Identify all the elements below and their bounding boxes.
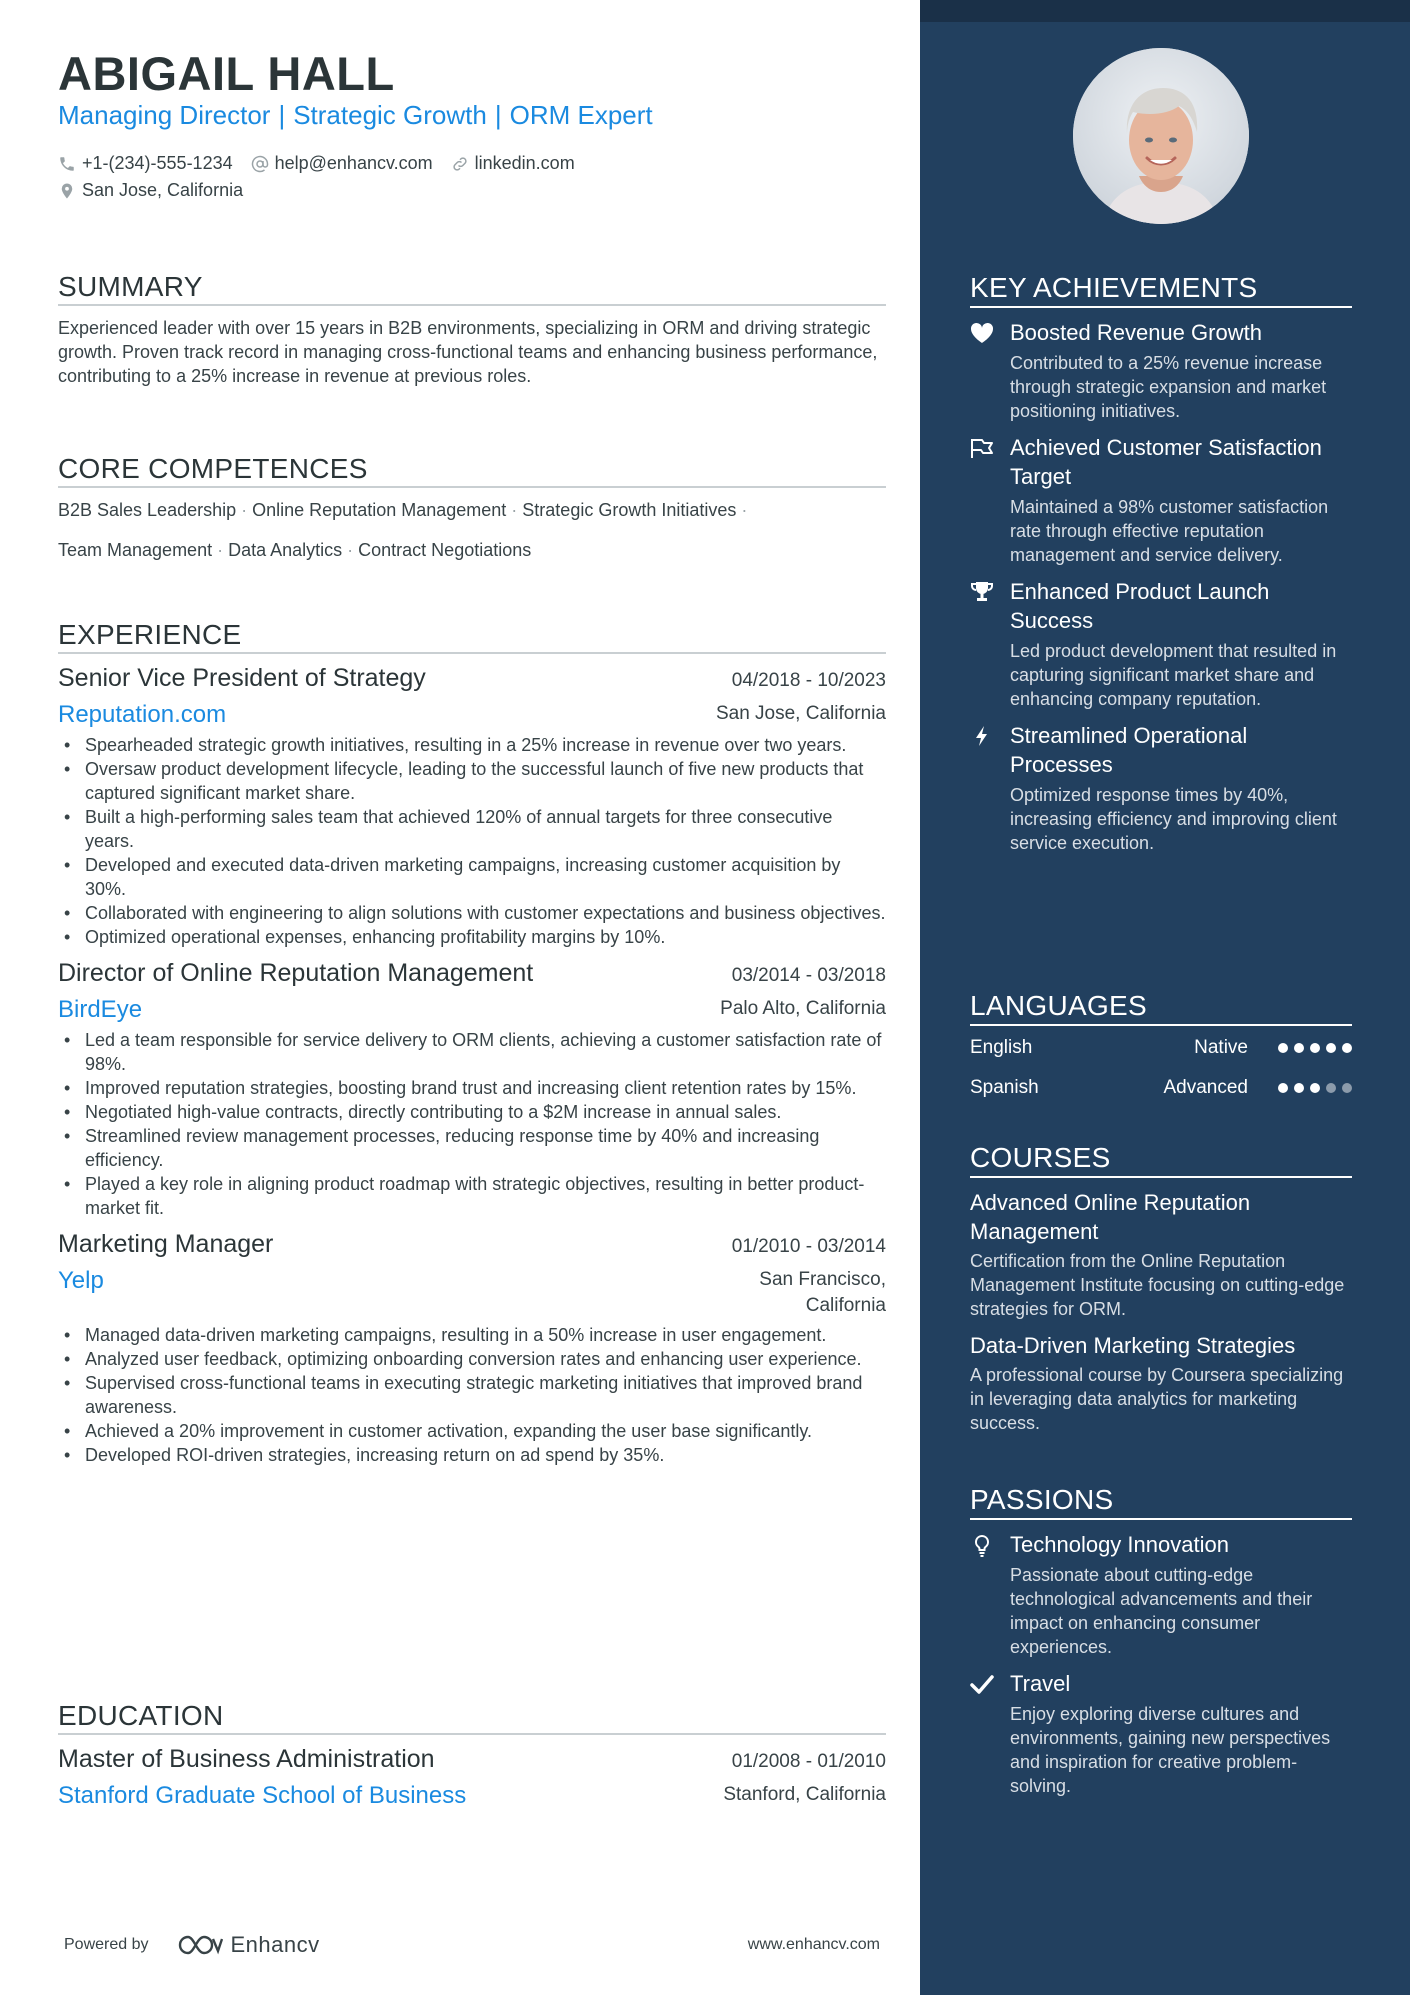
skill-item: B2B Sales Leadership: [58, 500, 237, 520]
list-item: • Analyzed user feedback, optimizing onboarding conversion rates and enhancing user experience.: [58, 1347, 886, 1371]
headline-separator: |: [278, 100, 286, 130]
languages-section: [970, 986, 1352, 1108]
achievement-title: Achieved Customer Satisfaction Target: [1010, 435, 1322, 489]
job-dates: 04/2018 - 10/2023: [731, 670, 886, 691]
school-name[interactable]: Stanford Graduate School of Business: [58, 1782, 467, 1809]
passion-title: Travel: [1010, 1671, 1071, 1696]
achievements-section: [970, 268, 1352, 855]
rating-dot: [1326, 1043, 1336, 1053]
profile-photo-icon: [1073, 48, 1249, 224]
education-location: Stanford, California: [723, 1784, 886, 1805]
achievement-desc: Optimized response times by 40%, increasing efficiency and improving client service execution.: [1010, 785, 1337, 853]
skill-separator: ·: [217, 540, 224, 560]
achievement-desc: Led product development that resulted in capturing significant market share and enhancing company reputation.: [1010, 641, 1337, 709]
list-item: • Played a key role in aligning product roadmap with strategic objectives, resulting in better product-market fit.: [58, 1172, 886, 1220]
brand-logo[interactable]: [177, 1932, 320, 1958]
rating-dot: [1310, 1043, 1320, 1053]
job-location-line: California: [805, 1295, 886, 1316]
skill-item: Strategic Growth Initiatives: [522, 500, 737, 520]
section-title: SUMMARY: [58, 268, 886, 306]
achievement-item: [970, 721, 1352, 855]
avatar: [1073, 48, 1249, 224]
job-title: Marketing Manager: [58, 1230, 274, 1258]
language-item: [970, 1068, 1352, 1108]
job-bullets: [58, 1323, 886, 1467]
passions-section: [970, 1480, 1352, 1798]
passion-item: [970, 1669, 1352, 1798]
section-title: CORE COMPETENCES: [58, 450, 886, 488]
skill-item: Team Management: [58, 540, 213, 560]
achievement-title: Boosted Revenue Growth: [1010, 320, 1262, 345]
job-entry: [58, 959, 886, 1220]
lightbulb-icon: [970, 1534, 994, 1558]
company-name[interactable]: Reputation.com: [58, 701, 227, 728]
section-title: EXPERIENCE: [58, 616, 886, 654]
language-level: Advanced: [1163, 1077, 1248, 1098]
competences-section: [58, 450, 886, 578]
degree-title: Master of Business Administration: [58, 1745, 435, 1773]
rating-dot: [1310, 1083, 1320, 1093]
section-title: COURSES: [970, 1138, 1352, 1178]
language-item: [970, 1028, 1352, 1068]
footer: [64, 1930, 880, 1960]
job-bullets: [58, 1028, 886, 1220]
company-name[interactable]: BirdEye: [58, 996, 143, 1023]
passion-title: Technology Innovation: [1010, 1532, 1229, 1557]
location-contact: [58, 180, 243, 201]
summary-text: Experienced leader with over 15 years in B2B environments, specializing in ORM and driving strategic growth. Proven track record in managing cross-functional teams and enhancing business performance, contributing to a 25% increase in revenue at previous roles.: [58, 318, 878, 386]
headline-part: ORM Expert: [509, 100, 653, 130]
job-dates: 03/2014 - 03/2018: [731, 965, 886, 986]
skills-list: [58, 498, 886, 578]
heart-icon: [970, 322, 994, 344]
skill-separator: ·: [511, 500, 518, 520]
rating-dot: [1294, 1083, 1304, 1093]
trophy-icon: [970, 581, 994, 603]
skill-separator: ·: [741, 500, 748, 520]
brand-name: Enhancv: [230, 1932, 320, 1957]
list-item: • Developed and executed data-driven marketing campaigns, increasing customer acquisition by 30%.: [58, 853, 886, 901]
language-name: Spanish: [970, 1077, 1039, 1098]
achievement-item: [970, 433, 1352, 567]
section-title: LANGUAGES: [970, 986, 1352, 1026]
location-text: San Jose, California: [82, 180, 244, 200]
job-location: [759, 1267, 886, 1319]
language-rating: [1278, 1043, 1352, 1053]
achievement-title: Enhanced Product Launch Success: [1010, 579, 1270, 633]
job-location: Palo Alto, California: [720, 998, 886, 1019]
company-name[interactable]: Yelp: [58, 1267, 104, 1294]
courses-section: [970, 1138, 1352, 1435]
sidebar: [920, 0, 1410, 1995]
job-entry: [58, 1230, 886, 1467]
list-item: • Negotiated high-value contracts, directly contributing to a $2M increase in annual sales.: [58, 1100, 886, 1124]
bolt-icon: [970, 725, 994, 747]
phone-icon: [58, 155, 76, 173]
list-item: • Supervised cross-functional teams in executing strategic marketing initiatives that improved brand awareness.: [58, 1371, 886, 1419]
course-desc: A professional course by Coursera specializing in leveraging data analytics for marketing success.: [970, 1365, 1344, 1433]
linkedin-contact[interactable]: [451, 153, 575, 174]
list-item: • Streamlined review management processes, reducing response time by 40% and increasing efficiency.: [58, 1124, 886, 1172]
job-title: Senior Vice President of Strategy: [58, 664, 426, 692]
headline-part: Managing Director: [58, 100, 271, 130]
list-item: • Achieved a 20% improvement in customer activation, expanding the user base significantly.: [58, 1419, 886, 1443]
headline-part: Strategic Growth: [293, 100, 487, 130]
achievement-desc: Maintained a 98% customer satisfaction rate through effective reputation management and service delivery.: [1010, 497, 1329, 565]
linkedin-text: linkedin.com: [474, 153, 575, 173]
section-title: EDUCATION: [58, 1697, 886, 1735]
headline-separator: |: [494, 100, 502, 130]
section-title: KEY ACHIEVEMENTS: [970, 268, 1352, 308]
section-title: PASSIONS: [970, 1480, 1352, 1520]
passion-desc: Enjoy exploring diverse cultures and environments, gaining new perspectives and inspiration for creative problem-solving.: [1010, 1704, 1331, 1796]
achievement-item: [970, 577, 1352, 711]
language-level: Native: [1194, 1037, 1248, 1058]
passion-item: [970, 1530, 1352, 1659]
list-item: • Developed ROI-driven strategies, increasing return on ad spend by 35%.: [58, 1443, 886, 1467]
location-pin-icon: [58, 182, 76, 200]
flag-icon: [970, 437, 994, 459]
rating-dot: [1278, 1083, 1288, 1093]
rating-dot: [1278, 1043, 1288, 1053]
job-entry: [58, 664, 886, 949]
list-item: • Optimized operational expenses, enhancing profitability margins by 10%.: [58, 925, 886, 949]
job-location-line: San Francisco,: [759, 1269, 886, 1290]
rating-dot: [1342, 1043, 1352, 1053]
enhancv-logo-icon: [177, 1934, 223, 1956]
achievement-title: Streamlined Operational Processes: [1010, 723, 1248, 777]
link-icon: [451, 155, 469, 173]
list-item: • Managed data-driven marketing campaigns, resulting in a 50% increase in user engagement.: [58, 1323, 886, 1347]
list-item: • Collaborated with engineering to align solutions with customer expectations and business objectives.: [58, 901, 886, 925]
footer-url[interactable]: www.enhancv.com: [747, 1936, 880, 1953]
achievement-desc: Contributed to a 25% revenue increase through strategic expansion and market positioning initiatives.: [1010, 353, 1327, 421]
headline: [58, 100, 653, 131]
job-location: San Jose, California: [715, 703, 886, 724]
check-icon: [970, 1673, 994, 1695]
sidebar-top-bar: [920, 0, 1410, 22]
list-item: • Oversaw product development lifecycle, leading to the successful launch of five new products that captured significant market share.: [58, 757, 886, 805]
course-title: Data-Driven Marketing Strategies: [970, 1333, 1296, 1358]
email-contact[interactable]: [251, 153, 433, 174]
skill-separator: ·: [347, 540, 354, 560]
skill-item: Online Reputation Management: [252, 500, 507, 520]
language-name: English: [970, 1037, 1033, 1058]
powered-by-label: Powered by: [64, 1936, 149, 1953]
list-item: • Led a team responsible for service delivery to ORM clients, achieving a customer satisfaction rate of 98%.: [58, 1028, 886, 1076]
contact-info: [58, 150, 593, 204]
list-item: • Improved reputation strategies, boosting brand trust and increasing client retention rates by 15%.: [58, 1076, 886, 1100]
experience-section: [58, 616, 886, 1467]
course-desc: Certification from the Online Reputation Management Institute focusing on cutting-edge strategies for ORM.: [970, 1251, 1345, 1319]
phone-contact[interactable]: [58, 153, 233, 174]
rating-dot: [1326, 1083, 1336, 1093]
course-item: [970, 1331, 1352, 1435]
language-rating: [1278, 1083, 1352, 1093]
at-icon: [251, 155, 269, 173]
summary-section: [58, 268, 886, 388]
passion-desc: Passionate about cutting-edge technological advancements and their impact on enhancing consumer experiences.: [1010, 1565, 1313, 1657]
achievement-item: [970, 318, 1352, 423]
education-section: [58, 1697, 886, 1810]
education-entry: [58, 1745, 886, 1810]
course-title: Advanced Online Reputation Management: [970, 1190, 1251, 1244]
skill-item: Contract Negotiations: [358, 540, 532, 560]
list-item: • Spearheaded strategic growth initiatives, resulting in a 25% increase in revenue over two years.: [58, 733, 886, 757]
rating-dot: [1294, 1043, 1304, 1053]
skill-separator: ·: [241, 500, 248, 520]
skill-item: Data Analytics: [228, 540, 343, 560]
job-dates: 01/2010 - 03/2014: [731, 1236, 886, 1257]
education-dates: 01/2008 - 01/2010: [731, 1751, 886, 1772]
email-text: help@enhancv.com: [274, 153, 433, 173]
phone-text: +1-(234)-555-1234: [82, 153, 233, 173]
candidate-name: ABIGAIL HALL: [58, 47, 395, 100]
rating-dot: [1342, 1083, 1352, 1093]
list-item: • Built a high-performing sales team that achieved 120% of annual targets for three consecutive years.: [58, 805, 886, 853]
job-title: Director of Online Reputation Management: [58, 959, 534, 987]
course-item: [970, 1188, 1352, 1321]
job-bullets: [58, 733, 886, 949]
